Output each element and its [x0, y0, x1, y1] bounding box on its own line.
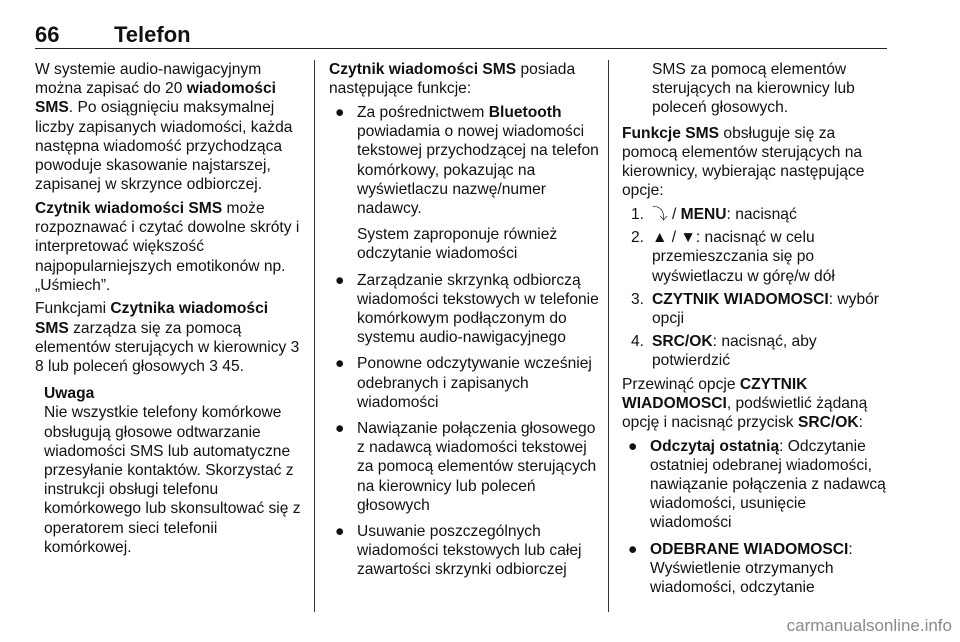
- text: obsługuje się za pomocą elementów sterujących na kierownicy, wybierając następujące opcje:: [622, 124, 865, 200]
- list-item: [622, 437, 890, 533]
- text: W systemie audio-nawigacyjnym można zapisać do 20: [35, 61, 262, 98]
- list-item: [329, 419, 601, 515]
- bold-term: wiadomości SMS: [35, 80, 276, 117]
- bullet-icon: ●: [335, 103, 345, 121]
- bold-term: ODEBRANE WIADOMOSCI: [650, 540, 849, 558]
- text: powiadamia o nowej wiadomości tekstowej przychodzącej na telefon komórkowy, pokazując na wyświetlaczu nazwę/numer nadawcy.: [357, 123, 599, 217]
- bullet-icon: ●: [335, 522, 345, 540]
- bullet-icon: ●: [335, 271, 345, 289]
- text: : wybór opcji: [652, 290, 879, 327]
- list-item: [329, 354, 601, 412]
- phone-call-icon: ⤵: [652, 205, 668, 223]
- text: : nacisnąć, aby potwierdzić: [652, 333, 817, 370]
- step-number: 1.: [631, 205, 645, 223]
- column-3: [622, 60, 890, 604]
- list-item: [622, 540, 890, 598]
- bold-term: Czytnik wiadomości SMS: [35, 199, 223, 217]
- bullet-icon: ●: [628, 437, 638, 455]
- note-text: Nie wszystkie telefony komórkowe obsługują głosowe odtwarzanie wiadomości SMS lub automatyczne przesyłanie kontaktów. Skorzystać z instrukcji obsługi telefonu komórkowego lub skonsultować się z operatorem sieci telefonii komórkowej.: [44, 404, 301, 556]
- list-item: [329, 103, 601, 218]
- column-divider: [314, 60, 315, 612]
- text: : Odczytanie ostatniej odebranej wiadomości, nawiązanie połączenia z nadawcą wiadomości, usunięcie wiadomości: [650, 437, 886, 532]
- text: . Po osiągnięciu maksymalnej liczby zapisanych wiadomości, każda następna wiadomość przychodząca powoduje skasowanie najstarszej, zapisanej w skrzynce odbiorczej.: [35, 99, 293, 194]
- bullet-icon: ●: [335, 419, 345, 437]
- paragraph-controls: [35, 299, 303, 376]
- text: Za pośrednictwem: [357, 103, 489, 121]
- bold-term: Czytnik wiadomości SMS: [329, 61, 517, 78]
- note-title: Uwaga: [44, 385, 95, 403]
- text: Funkcjami: [35, 300, 111, 318]
- column-divider: [608, 60, 609, 612]
- text: Zarządzanie skrzynką odbiorczą wiadomości tekstowych w telefonie komórkowym podłączonym do systemu audio-nawigacyjnego: [357, 271, 599, 347]
- bold-term: Czytnika wiadomości SMS: [35, 300, 269, 337]
- step-1: [622, 205, 890, 224]
- paragraph-sms-reader: [35, 199, 303, 295]
- bold-term: SRC/OK: [652, 333, 713, 351]
- bold-term: MENU: [680, 205, 727, 223]
- list-item: [329, 522, 601, 580]
- step-4: [622, 332, 890, 370]
- text: : nacisnąć w celu przemieszczania się po wyświetlaczu w górę/w dół: [652, 229, 835, 285]
- text: Ponowne odczytywanie wcześniej odebranych i zapisanych wiadomości: [357, 355, 592, 411]
- text: zarządza się za pomocą elementów sterujących w kierownicy: [35, 319, 291, 356]
- bullet-icon: ●: [628, 540, 638, 558]
- page-reference-icon: 3: [209, 358, 218, 376]
- step-number: 4.: [631, 333, 645, 351]
- text: /: [667, 205, 681, 223]
- text: 8 lub poleceń głosowych: [35, 358, 210, 376]
- text: , podświetlić żądaną opcję i nacisnąć przycisk: [622, 394, 868, 431]
- bold-term: CZYTNIK WIADOMOSCI: [652, 290, 829, 308]
- text: Usuwanie poszczególnych wiadomości tekstowych lub całej zawartości skrzynki odbiorczej: [357, 522, 582, 579]
- bold-term: SRC/OK: [797, 413, 859, 431]
- bold-term: Funkcje SMS: [622, 124, 720, 142]
- step-3: [622, 290, 890, 328]
- text: :: [858, 413, 863, 431]
- bold-term: CZYTNIK WIADOMOSCI: [622, 375, 808, 412]
- text: 45.: [217, 358, 244, 376]
- page-title: Telefon: [114, 22, 191, 47]
- step-2: [622, 228, 890, 286]
- bold-term: Bluetooth: [488, 103, 562, 121]
- note-box: [44, 384, 303, 557]
- list-item-continued: SMS za pomocą elementów sterujących na kierownicy lub poleceń głosowych.: [652, 61, 855, 117]
- text: Nawiązanie połączenia głosowego z nadawcą wiadomości tekstowej za pomocą elementów sterujących na kierownicy lub poleceń głosowych: [357, 419, 597, 514]
- step-number: 3.: [631, 290, 645, 308]
- text: : Wyświetlenie otrzymanych wiadomości, odczytanie: [650, 540, 853, 597]
- step-number: 2.: [631, 229, 645, 247]
- bullet-icon: ●: [335, 355, 345, 373]
- text: może rozpoznawać i czytać dowolne skróty i interpretować większość najpopularniejszych emotikonów np. „Uśmiech”.: [35, 199, 300, 294]
- paragraph-features-intro: [329, 60, 601, 98]
- paragraph-sms-functions: [622, 124, 890, 201]
- paragraph-sms-storage: [35, 60, 303, 194]
- up-down-arrows-icon: ▲ / ▼: [652, 229, 696, 247]
- list-item: [329, 271, 601, 348]
- page-header: [35, 18, 887, 49]
- text: posiada następujące funkcje:: [329, 61, 576, 98]
- text: : nacisnąć: [726, 205, 797, 223]
- column-2: [329, 60, 601, 587]
- column-1: [35, 60, 303, 562]
- page-number: 66: [35, 22, 60, 47]
- text: Przewinąć opcje: [622, 375, 740, 393]
- paragraph-scroll-options: [622, 375, 890, 433]
- bold-term: Odczytaj ostatnią: [650, 437, 780, 455]
- page-reference-icon: 3: [290, 338, 300, 356]
- list-item-subtext: System zaproponuje również odczytanie wiadomości: [357, 226, 558, 263]
- watermark: carmanualsonline.info: [786, 616, 952, 635]
